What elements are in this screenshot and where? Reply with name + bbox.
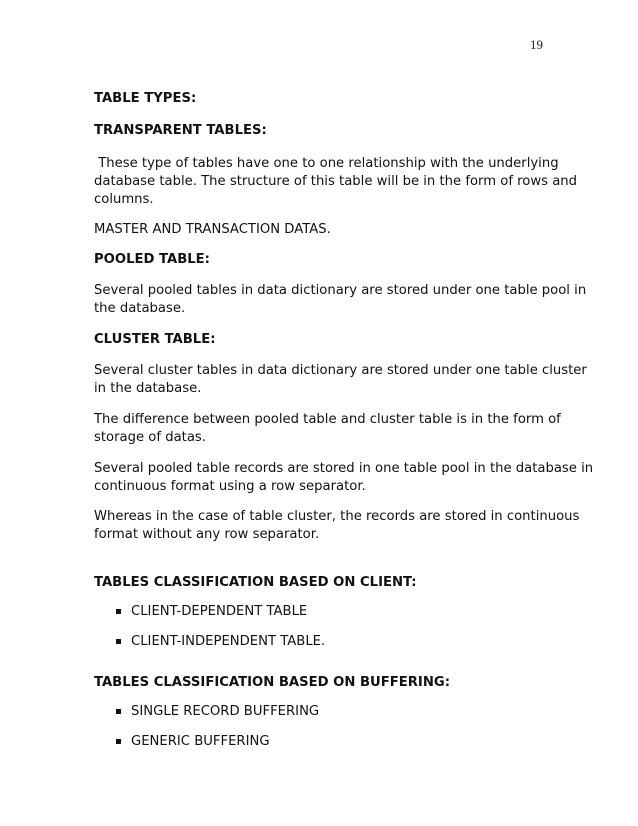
buffering-classification-list bbox=[94, 703, 594, 751]
list-item bbox=[116, 633, 594, 651]
list-item-label: CLIENT-INDEPENDENT TABLE. bbox=[131, 634, 326, 649]
list-item bbox=[116, 703, 594, 721]
client-classification-list bbox=[94, 603, 594, 651]
list-item-label: GENERIC BUFFERING bbox=[131, 734, 270, 749]
list-item-label: SINGLE RECORD BUFFERING bbox=[131, 704, 320, 719]
heading-classification-client: TABLES CLASSIFICATION BASED ON CLIENT: bbox=[94, 575, 417, 590]
paragraph-transparent-description: These type of tables have one to one relationship with the underlying database table. The structure of this table will be in the form of rows and columns. bbox=[94, 156, 582, 207]
list-item bbox=[116, 603, 594, 621]
paragraph-pooled-description: Several pooled tables in data dictionary are stored under one table pool in the database. bbox=[94, 283, 587, 316]
paragraph-whereas: Whereas in the case of table cluster, the records are stored in continuous format without any row separator. bbox=[94, 509, 580, 542]
paragraph-pooled-records: Several pooled table records are stored in one table pool in the database in continuous format using a row separator. bbox=[94, 461, 594, 494]
heading-table-types: TABLE TYPES: bbox=[94, 91, 197, 106]
heading-cluster-table: CLUSTER TABLE: bbox=[94, 332, 216, 347]
page-number: 19 bbox=[530, 37, 543, 52]
list-item-label: CLIENT-DEPENDENT TABLE bbox=[131, 604, 308, 619]
square-bullet-icon bbox=[116, 709, 121, 714]
square-bullet-icon bbox=[116, 609, 121, 614]
paragraph-difference: The difference between pooled table and cluster table is in the form of storage of datas. bbox=[94, 412, 561, 445]
heading-pooled-table: POOLED TABLE: bbox=[94, 252, 210, 267]
square-bullet-icon bbox=[116, 739, 121, 744]
square-bullet-icon bbox=[116, 639, 121, 644]
paragraph-master-transaction: MASTER AND TRANSACTION DATAS. bbox=[94, 222, 331, 237]
document-body bbox=[94, 90, 594, 763]
heading-transparent-tables: TRANSPARENT TABLES: bbox=[94, 123, 267, 138]
list-item bbox=[116, 733, 594, 751]
paragraph-cluster-description: Several cluster tables in data dictionary are stored under one table cluster in the database. bbox=[94, 363, 587, 396]
heading-classification-buffering: TABLES CLASSIFICATION BASED ON BUFFERING: bbox=[94, 675, 450, 690]
